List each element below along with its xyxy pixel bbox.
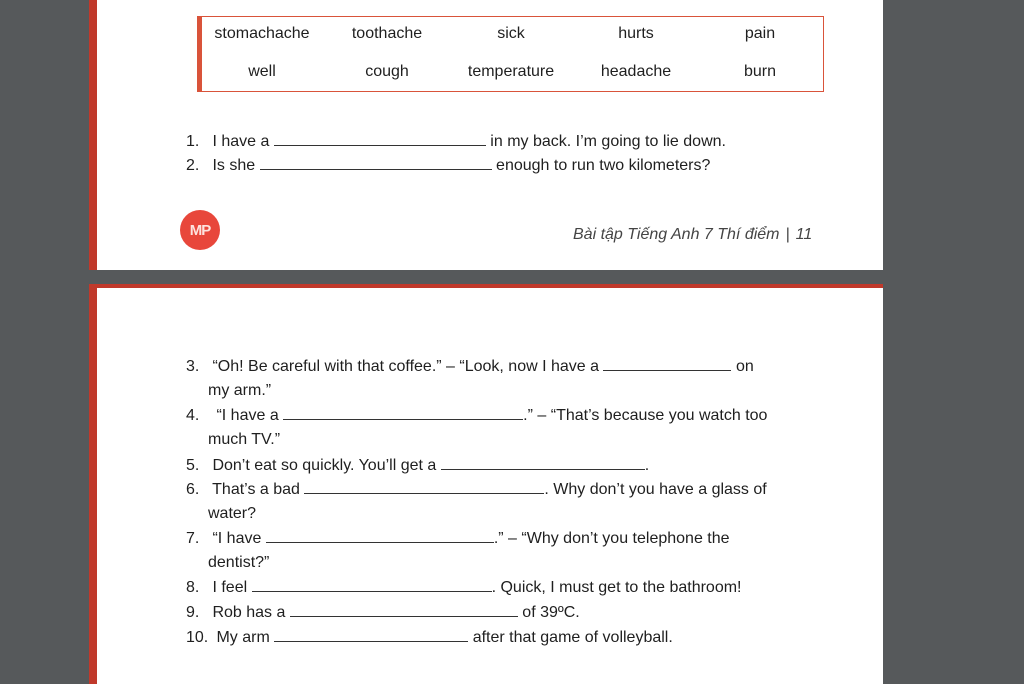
word-box-item: headache xyxy=(600,63,672,80)
answer-blank[interactable] xyxy=(266,528,494,543)
page-footer xyxy=(573,226,812,244)
book-title: Bài tập Tiếng Anh 7 Thí điểm xyxy=(573,226,780,243)
sentence-text: after that game of volleyball. xyxy=(472,629,673,646)
sentence-text: . Quick, I must get to the bathroom! xyxy=(491,579,742,596)
sentence-1 xyxy=(186,131,726,152)
sentence-text: “Oh! Be careful with that coffee.” – “Look, now I have a xyxy=(212,358,600,375)
sentence-text: My arm xyxy=(216,629,270,646)
item-number: 3. xyxy=(186,358,200,375)
document-page-1 xyxy=(89,0,883,270)
item-number: 4. xyxy=(186,407,200,424)
sentence-text: I have a xyxy=(212,133,270,150)
sentence-text: on xyxy=(735,358,754,375)
answer-blank[interactable] xyxy=(304,479,544,494)
word-box-item: burn xyxy=(743,63,777,80)
sentence-7 xyxy=(186,528,730,549)
sentence-7-continuation: dentist?” xyxy=(208,554,270,571)
sentence-6 xyxy=(186,479,767,500)
answer-blank[interactable] xyxy=(252,577,492,592)
word-box-item: hurts xyxy=(618,25,654,42)
word-box-item: toothache xyxy=(351,25,423,42)
word-box-item: stomachache xyxy=(214,25,310,42)
sentence-6-continuation: water? xyxy=(208,505,257,522)
item-number: 8. xyxy=(186,579,200,596)
answer-blank[interactable] xyxy=(441,455,645,470)
sentence-text: of 39ºC. xyxy=(522,604,580,621)
item-number: 2. xyxy=(186,157,200,174)
item-number: 6. xyxy=(186,481,200,498)
answer-blank[interactable] xyxy=(274,627,468,642)
word-box-item: well xyxy=(248,63,276,80)
sentence-text: . Why don’t you have a glass of xyxy=(544,481,767,498)
sentence-text: . xyxy=(644,457,650,474)
item-number: 9. xyxy=(186,604,200,621)
publisher-logo: MP xyxy=(180,210,220,250)
item-number: 1. xyxy=(186,133,200,150)
exercise-heading xyxy=(177,0,626,1)
sentence-9 xyxy=(186,602,580,623)
sentence-text: Is she xyxy=(212,157,256,174)
page-number: 11 xyxy=(795,226,813,243)
sentence-text: in my back. I’m going to lie down. xyxy=(490,133,726,150)
sentence-text: enough to run two kilometers? xyxy=(496,157,711,174)
sentence-text: That’s a bad xyxy=(212,481,300,498)
sentence-text: I feel xyxy=(212,579,248,596)
answer-blank[interactable] xyxy=(603,356,731,371)
word-box-row-1 xyxy=(202,25,823,49)
sentence-text: “I have xyxy=(212,530,262,547)
sentence-text: “I have a xyxy=(216,407,279,424)
sentence-3-continuation: my arm.” xyxy=(208,382,272,399)
item-number: 7. xyxy=(186,530,200,547)
word-box-item: temperature xyxy=(467,63,555,80)
answer-blank[interactable] xyxy=(274,131,486,146)
word-box-item: cough xyxy=(365,63,409,80)
sentence-2 xyxy=(186,155,710,176)
sentence-text: .” – “That’s because you watch too xyxy=(523,407,768,424)
item-number: 5. xyxy=(186,457,200,474)
sentence-10 xyxy=(186,627,673,648)
document-page-2 xyxy=(89,284,883,684)
answer-blank[interactable] xyxy=(283,405,523,420)
answer-blank[interactable] xyxy=(290,602,518,617)
sentence-4 xyxy=(186,405,767,426)
word-box-item: pain xyxy=(744,25,776,42)
footer-separator: | xyxy=(785,226,790,243)
sentence-8 xyxy=(186,577,741,598)
sentence-4-continuation: much TV.” xyxy=(208,431,281,448)
item-number: 10. xyxy=(186,629,209,646)
word-box xyxy=(197,16,824,92)
sentence-text: Rob has a xyxy=(212,604,286,621)
sentence-text: Don’t eat so quickly. You’ll get a xyxy=(212,457,437,474)
sentence-text: .” – “Why don’t you telephone the xyxy=(493,530,730,547)
answer-blank[interactable] xyxy=(260,155,492,170)
sentence-5 xyxy=(186,455,649,476)
word-box-row-2 xyxy=(202,63,823,87)
sentence-3 xyxy=(186,356,754,377)
word-box-item: sick xyxy=(497,25,525,42)
